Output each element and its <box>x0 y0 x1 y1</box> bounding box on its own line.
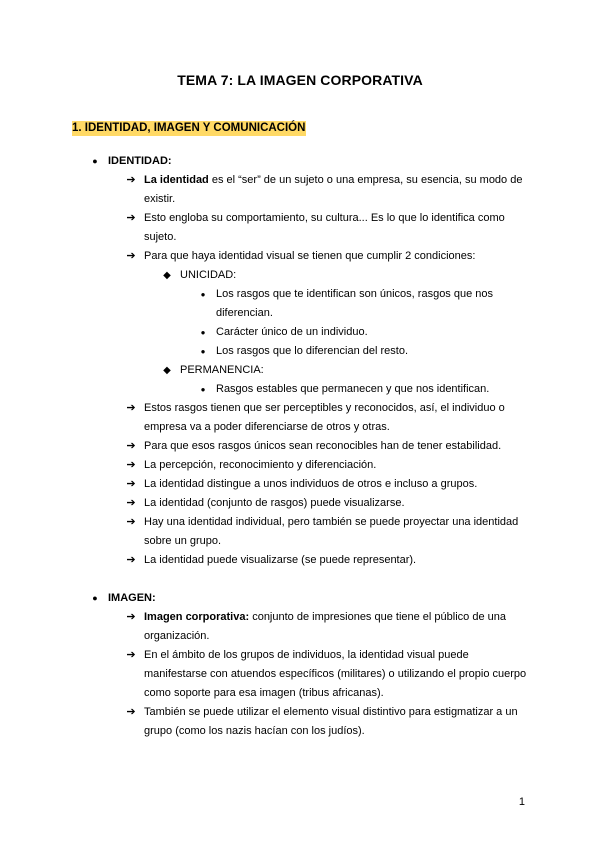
dot-bullet-icon: ● <box>200 328 206 337</box>
paragraph-text: Los rasgos que te identifican son únicos, rasgos que nos diferencian. <box>216 288 494 319</box>
list-item <box>0 608 600 646</box>
dot-bullet-icon: ● <box>200 385 206 394</box>
arrow-bullet-icon: ➔ <box>126 649 136 661</box>
list-item <box>0 703 600 741</box>
dot-bullet-icon: ● <box>92 593 98 603</box>
list-item <box>0 266 600 285</box>
list-item <box>0 152 600 171</box>
arrow-bullet-icon: ➔ <box>126 440 136 452</box>
arrow-bullet-icon: ➔ <box>126 516 136 528</box>
arrow-bullet-icon: ➔ <box>126 250 136 262</box>
paragraph-text: conjunto de impresiones que tiene el público de una organización. <box>144 611 506 642</box>
page-title: TEMA 7: LA IMAGEN CORPORATIVA <box>177 72 423 88</box>
list-item <box>0 646 600 703</box>
list-item <box>0 285 600 323</box>
paragraph-text: Rasgos estables que permanecen y que nos identifican. <box>216 383 490 395</box>
diamond-bullet-icon: ◆ <box>163 365 171 376</box>
list-item <box>0 399 600 437</box>
list-item <box>0 589 600 608</box>
arrow-bullet-icon: ➔ <box>126 497 136 509</box>
dot-bullet-icon: ● <box>200 290 206 299</box>
page-number: 1 <box>518 796 525 808</box>
arrow-bullet-icon: ➔ <box>126 402 136 414</box>
list-item <box>0 380 600 399</box>
bold-term: Imagen corporativa: <box>144 611 250 623</box>
arrow-bullet-icon: ➔ <box>126 478 136 490</box>
arrow-bullet-icon: ➔ <box>126 174 136 186</box>
paragraph-text: La identidad distingue a unos individuos de otros e incluso a grupos. <box>144 478 478 490</box>
paragraph-text: También se puede utilizar el elemento visual distintivo para estigmatizar a un grupo (como los nazis hacían con los judíos). <box>144 706 518 737</box>
paragraph-text: Estos rasgos tienen que ser perceptibles y reconocidos, así, el individuo o empresa va a poder diferenciarse de otros y otras. <box>144 402 505 433</box>
list-item <box>0 456 600 475</box>
unicidad-label: UNICIDAD: <box>180 269 237 281</box>
identidad-heading: IDENTIDAD: <box>108 155 172 167</box>
list-item <box>0 551 600 570</box>
paragraph-text: Los rasgos que lo diferencian del resto. <box>216 345 409 357</box>
paragraph-text: La identidad puede visualizarse (se puede representar). <box>144 554 417 566</box>
list-item <box>0 361 600 380</box>
paragraph-text: Para que esos rasgos únicos sean reconocibles han de tener estabilidad. <box>144 440 502 452</box>
paragraph-text: es el “ser” de un sujeto o una empresa, su esencia, su modo de existir. <box>144 174 523 205</box>
arrow-bullet-icon: ➔ <box>126 706 136 718</box>
diamond-bullet-icon: ◆ <box>163 270 171 281</box>
list-item <box>0 171 600 209</box>
arrow-bullet-icon: ➔ <box>126 212 136 224</box>
list-item <box>0 475 600 494</box>
arrow-bullet-icon: ➔ <box>126 611 136 623</box>
permanencia-label: PERMANENCIA: <box>180 364 264 376</box>
arrow-bullet-icon: ➔ <box>126 554 136 566</box>
dot-bullet-icon: ● <box>200 347 206 356</box>
document-body <box>0 152 600 741</box>
bold-term: La identidad <box>144 174 209 186</box>
imagen-heading: IMAGEN: <box>108 592 156 604</box>
paragraph-text: Hay una identidad individual, pero también se puede proyectar una identidad sobre un grupo. <box>144 516 519 547</box>
list-item <box>0 247 600 266</box>
list-item <box>0 494 600 513</box>
paragraph-text: Carácter único de un individuo. <box>216 326 368 338</box>
list-item <box>0 209 600 247</box>
spacer <box>0 570 600 589</box>
paragraph-text: La percepción, reconocimiento y diferenciación. <box>144 459 377 471</box>
paragraph-text: En el ámbito de los grupos de individuos, la identidad visual puede manifestarse con atuendos específicos (militares) o utilizando el propio cuerpo como soporte para esa imagen (tribus africanas). <box>144 649 527 699</box>
section-heading: 1. IDENTIDAD, IMAGEN Y COMUNICACIÓN <box>72 122 306 134</box>
arrow-bullet-icon: ➔ <box>126 459 136 471</box>
list-item <box>0 323 600 342</box>
list-item <box>0 513 600 551</box>
paragraph-text: Esto engloba su comportamiento, su cultura... Es lo que lo identifica como sujeto. <box>144 212 505 243</box>
list-item <box>0 437 600 456</box>
dot-bullet-icon: ● <box>92 156 98 166</box>
paragraph-text: Para que haya identidad visual se tienen que cumplir 2 condiciones: <box>144 250 476 262</box>
paragraph-text: La identidad (conjunto de rasgos) puede visualizarse. <box>144 497 405 509</box>
list-item <box>0 342 600 361</box>
